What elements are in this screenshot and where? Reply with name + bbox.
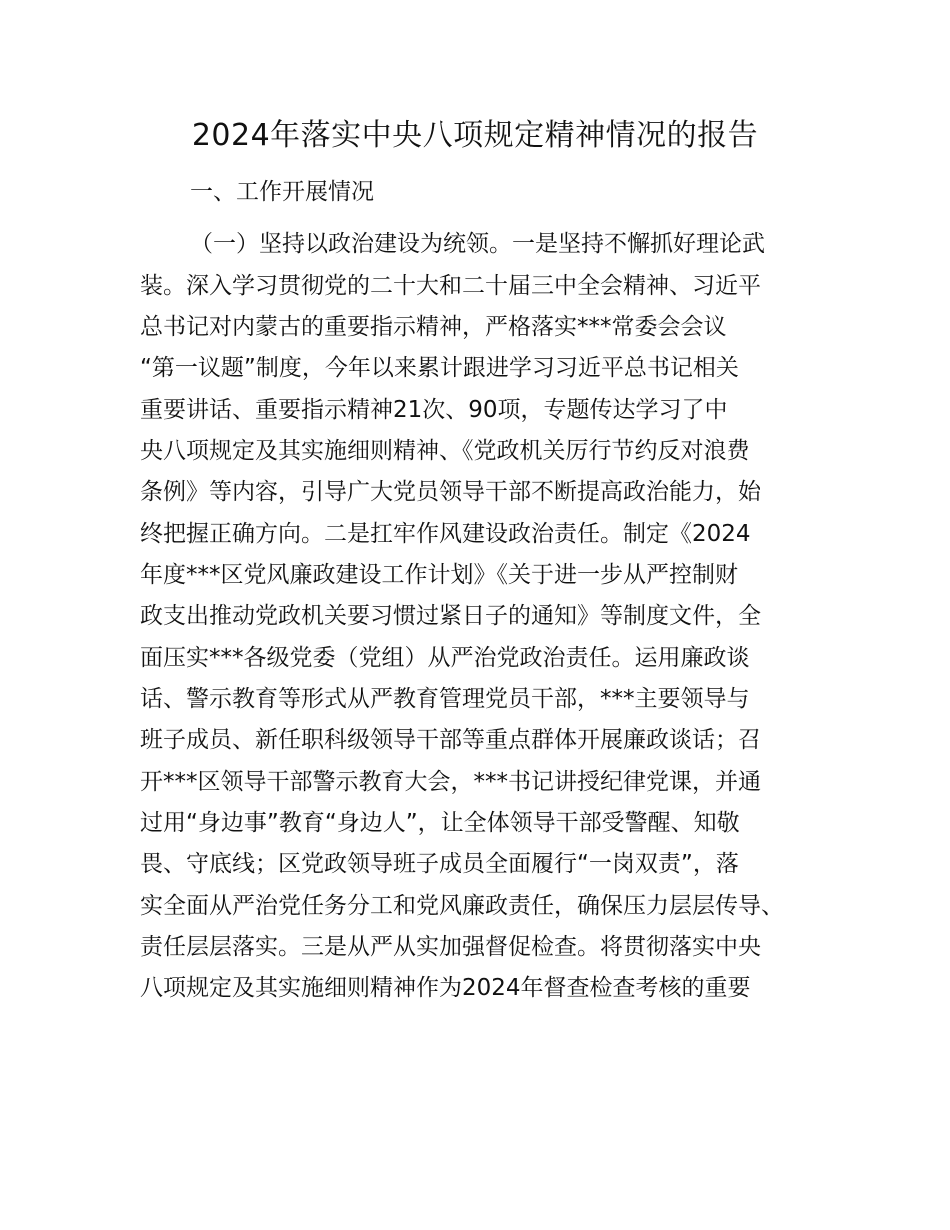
paragraph-line: 央八项规定及其实施细则精神、《党政机关厉行节约反对浪费 [140,438,750,464]
paragraph-line: 实全面从严治党任务分工和党风廉政责任，确保压力层层传导、 [140,893,784,919]
paragraph-line: 总书记对内蒙古的重要指示精神，严格落实***常委会会议 [140,314,727,340]
paragraph-line: 政支出推动党政机关要习惯过紧日子的通知》等制度文件，全 [140,603,761,629]
paragraph-line: 条例》等内容，引导广大党员领导干部不断提高政治能力，始 [140,479,761,505]
document-title: 2024年落实中央八项规定精神情况的报告 [191,118,759,153]
paragraph-line: 畏、守底线；区党政领导班子成员全面履行“一岗双责”，落 [140,851,739,877]
paragraph-line: 面压实***各级党委（党组）从严治党政治责任。运用廉政谈 [140,645,750,671]
paragraph-line: 年度***区党风廉政建设工作计划》《关于进一步从严控制财 [140,562,738,588]
paragraph-line: 装。深入学习贯彻党的二十大和二十届三中全会精神、习近平 [140,273,761,299]
paragraph-line: 终把握正确方向。二是扛牢作风建设政治责任。制定《2024 [140,521,751,547]
paragraph-line: 话、警示教育等形式从严教育管理党员干部，***主要领导与 [140,686,750,712]
paragraph-line: “第一议题”制度，今年以来累计跟进学习习近平总书记相关 [140,355,739,381]
paragraph-line: 开***区领导干部警示教育大会，***书记讲授纪律党课，并通 [140,769,761,795]
paragraph-line: （一）坚持以政治建设为统领。一是坚持不懈抓好理论武 [190,231,765,257]
paragraph-line: 责任层层落实。三是从严从实加强督促检查。将贯彻落实中央 [140,934,761,960]
paragraph-line: 八项规定及其实施细则精神作为2024年督查检查考核的重要 [140,975,751,1001]
paragraph-line: 班子成员、新任职科级领导干部等重点群体开展廉政谈话；召 [140,727,761,753]
section-heading: 一、工作开展情况 [190,179,374,205]
paragraph-line: 重要讲话、重要指示精神21次、90项，专题传达学习了中 [140,397,728,423]
paragraph-line: 过用“身边事”教育“身边人”，让全体领导干部受警醒、知敬 [140,810,740,836]
